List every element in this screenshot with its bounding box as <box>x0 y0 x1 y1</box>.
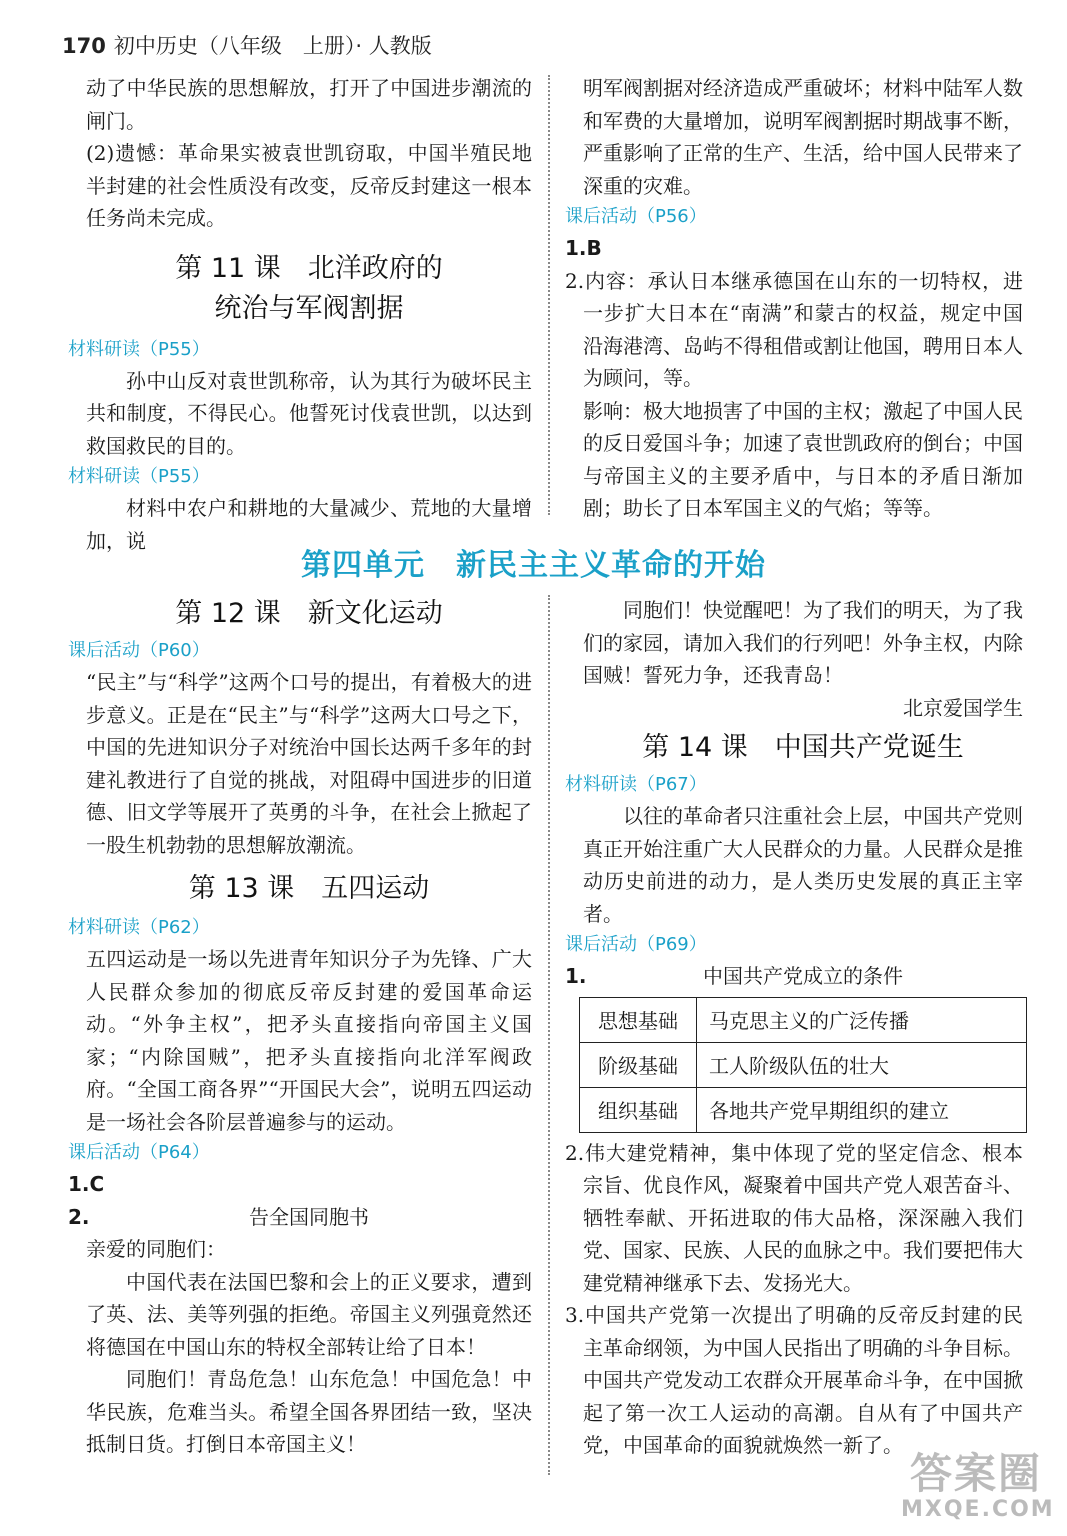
section-tag: 材料研读（P62） <box>68 917 210 938</box>
letter-heading <box>68 1201 532 1234</box>
table-cell-key: 思想基础 <box>580 997 697 1042</box>
letter-paragraph: 同胞们！快觉醒吧！为了我们的明天，为了我们的家园，请加入我们的行列吧！外争主权，内除国贼！誓死力争，还我青岛！ <box>583 598 1023 687</box>
column-divider <box>548 595 550 1475</box>
lesson-11-title-line2: 统治与军阀割据 <box>214 292 404 324</box>
table-cell-value: 各地共产党早期组织的建立 <box>697 1087 1027 1132</box>
paragraph: (2)遗憾：革命果实被袁世凯窃取，中国半殖民地半封建的社会性质没有改变，反帝反封建这一根本任务尚未完成。 <box>86 141 532 230</box>
lesson-14-title: 第 14 课 中国共产党诞生 <box>642 732 964 763</box>
answer: 2.内容：承认日本继承德国在山东的一切特权，进一步扩大日本在“南满”和蒙古的权益，规定中国沿海港湾、岛屿不得租借或割让他国，聘用日本人为顾问，等。 <box>565 268 1023 390</box>
paragraph: 材料中农户和耕地的大量减少、荒地的大量增加，说 <box>86 496 532 553</box>
table-heading <box>565 960 1023 993</box>
top-left-column <box>68 72 532 557</box>
answer: 2.伟大建党精神，集中体现了党的坚定信念、根本宗旨、优良作风，凝聚着中国共产党人艰苦奋斗、牺牲奉献、开拓进取的伟大品格，深深融入我们党、国家、民族、人民的血脉之中。我们要把伟大建党精神继承下去、发扬光大。 <box>565 1140 1023 1295</box>
table-cell-key: 阶级基础 <box>580 1042 697 1087</box>
answer: 1.C <box>68 1172 105 1196</box>
section-tag: 材料研读（P55） <box>68 466 210 487</box>
answer: 3.中国共产党第一次提出了明确的反帝反封建的民主革命纲领，为中国人民指出了明确的斗争目标。中国共产党发动工农群众开展革命斗争，在中国掀起了第一次工人运动的高潮。自从有了中国共产党，中国革命的面貌就焕然一新了。 <box>565 1303 1023 1457</box>
unit-title: 第四单元 新民主主义革命的开始 <box>301 548 766 583</box>
bottom-right-column <box>565 594 1023 1462</box>
answer: 1.B <box>565 236 602 260</box>
lesson-12-title: 第 12 课 新文化运动 <box>175 598 443 629</box>
column-divider <box>548 75 550 515</box>
table-title: 中国共产党成立的条件 <box>703 964 903 988</box>
table-row <box>580 1042 1027 1087</box>
watermark-text: 答案圈 <box>909 1449 1042 1498</box>
watermark-logo <box>901 1449 1055 1526</box>
page-header <box>62 30 432 60</box>
table-row <box>580 1087 1027 1132</box>
letter-paragraph: 中国代表在法国巴黎和会上的正义要求，遭到了英、法、美等列强的拒绝。帝国主义列强竟然还将德国在中国山东的特权全部转让给了日本！ <box>86 1269 532 1359</box>
paragraph: 动了中华民族的思想解放，打开了中国进步潮流的闸门。 <box>86 76 532 133</box>
answer: 影响：极大地损害了中国的主权；激起了中国人民的反日爱国斗争；加速了袁世凯政府的倒台；中国与帝国主义的主要矛盾中，与日本的矛盾日渐加剧；助长了日本军国主义的气焰；等等。 <box>583 398 1023 520</box>
section-tag: 课后活动（P60） <box>68 640 210 661</box>
top-right-column <box>565 72 1023 525</box>
letter-title: 告全国同胞书 <box>249 1204 369 1229</box>
letter-greeting: 亲爱的同胞们： <box>86 1237 226 1261</box>
letter-paragraph: 同胞们！青岛危急！山东危急！中国危急！中华民族，危难当头。希望全国各界团结一致，坚决抵制日货。打倒日本帝国主义！ <box>86 1367 532 1456</box>
table-row <box>580 997 1027 1042</box>
letter-signature: 北京爱国学生 <box>903 695 1023 720</box>
table-cell-value: 工人阶级队伍的壮大 <box>697 1042 1027 1087</box>
paragraph: 孙中山反对袁世凯称帝，认为其行为破坏民主共和制度，不得民心。他誓死讨伐袁世凯，以达到救国救民的目的。 <box>86 368 532 458</box>
paragraph: 以往的革命者只注重社会上层，中国共产党则真正开始注重广大人民群众的力量。人民群众是推动历史前进的动力，是人类历史发展的真正主宰者。 <box>583 804 1023 926</box>
table-cell-value: 马克思主义的广泛传播 <box>697 997 1027 1042</box>
table-cell-key: 组织基础 <box>580 1087 697 1132</box>
lesson-13-title: 第 13 课 五四运动 <box>188 873 430 904</box>
answer-number: 1. <box>565 964 587 988</box>
section-tag: 课后活动（P69） <box>565 934 707 955</box>
watermark-url: MXQE.COM <box>901 1497 1055 1522</box>
section-tag: 课后活动（P64） <box>68 1142 210 1163</box>
section-tag: 材料研读（P67） <box>565 774 707 795</box>
conditions-table <box>579 997 1027 1133</box>
bottom-left-column <box>68 594 532 1461</box>
paragraph: 五四运动是一场以先进青年知识分子为先锋、广大人民群众参加的彻底反帝反封建的爱国革命运动。“外争主权”，把矛头直接指向帝国主义国家；“内除国贼”，把矛头直接指向北洋军阀政府。“全国工商各界”“开国民大会”，说明五四运动是一场社会各阶层普遍参与的运动。 <box>86 947 532 1134</box>
book-title: 初中历史（八年级 上册）· 人教版 <box>113 34 432 58</box>
answer-number: 2. <box>68 1204 90 1229</box>
lesson-11-title: 第 11 课 北洋政府的 <box>175 252 443 284</box>
section-tag: 课后活动（P56） <box>565 206 707 227</box>
paragraph: “民主”与“科学”这两个口号的提出，有着极大的进步意义。正是在“民主”与“科学”这两大口号之下，中国的先进知识分子对统治中国长达两千多年的封建礼教进行了自觉的挑战，对阻碍中国进步的旧道德、旧文学等展开了英勇的斗争，在社会上掀起了一股生机勃勃的思想解放潮流。 <box>86 670 532 857</box>
page-number: 170 <box>62 34 106 58</box>
paragraph: 明军阀割据对经济造成严重破坏；材料中陆军人数和军费的大量增加，说明军阀割据时期战事不断，严重影响了正常的生产、生活，给中国人民带来了深重的灾难。 <box>583 76 1023 198</box>
section-tag: 材料研读（P55） <box>68 338 210 360</box>
